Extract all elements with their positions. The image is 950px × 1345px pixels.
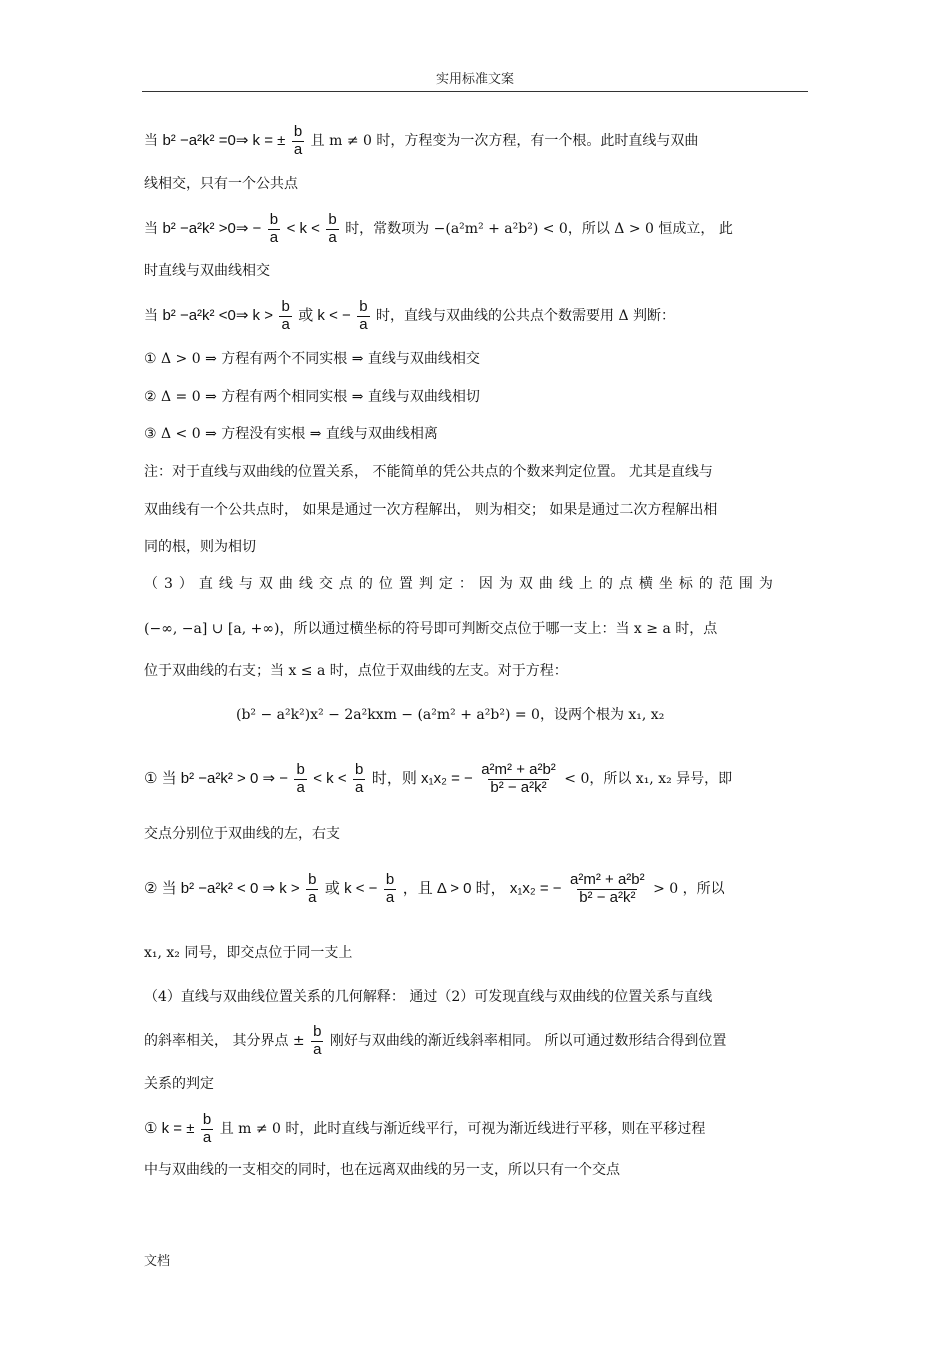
denominator: a bbox=[328, 228, 337, 246]
numerator: b bbox=[355, 761, 364, 778]
numerator: b bbox=[281, 298, 290, 315]
fraction bbox=[268, 212, 280, 246]
text-line bbox=[144, 762, 732, 796]
text-line: 时直线与双曲线相交 bbox=[144, 263, 270, 279]
denominator: a bbox=[281, 315, 290, 333]
text: < 0，所以 x₁, x₂ 异号，即 bbox=[564, 771, 733, 787]
text-line: 关系的判定 bbox=[144, 1076, 214, 1092]
numerator: a²m² + a²b² bbox=[570, 871, 645, 888]
formula: 或 k < − bbox=[298, 307, 351, 324]
numerator: b bbox=[385, 871, 395, 888]
text-line: ① Δ > 0 ⇒ 方程有两个不同实根 ⇒ 直线与双曲线相交 bbox=[144, 351, 480, 367]
denominator: b² − a²k² bbox=[579, 888, 636, 906]
numerator: b bbox=[296, 761, 305, 778]
header-rule bbox=[142, 91, 808, 92]
denominator: a bbox=[296, 778, 305, 796]
formula: 时，则 x₁x₂ = − bbox=[371, 770, 473, 787]
text-line: (−∞, −a] ∪ [a, +∞)，所以通过横坐标的符号即可判断交点位于哪一支上：当 x ≥ a 时，点 bbox=[144, 621, 718, 637]
page-footer: 文档 bbox=[144, 1254, 171, 1269]
page-header: 实用标准文案 bbox=[435, 72, 514, 87]
denominator: a bbox=[385, 888, 395, 906]
fraction bbox=[479, 762, 558, 796]
denominator: a bbox=[355, 778, 364, 796]
text-line: 中与双曲线的一支相交的同时，也在远离双曲线的另一支，所以只有一个交点 bbox=[144, 1162, 620, 1178]
formula: 或 k < − bbox=[324, 880, 378, 897]
denominator: a bbox=[293, 140, 303, 158]
fraction bbox=[279, 299, 291, 333]
denominator: a bbox=[359, 315, 368, 333]
numerator: b bbox=[359, 298, 368, 315]
fraction bbox=[357, 299, 369, 333]
numerator: b bbox=[328, 211, 337, 228]
numerator: b bbox=[269, 211, 279, 228]
numerator: b bbox=[293, 123, 303, 140]
denominator: a bbox=[269, 228, 279, 246]
text: 时，直线与双曲线的公共点个数需要用 Δ 判断： bbox=[376, 308, 676, 324]
text-line bbox=[144, 872, 725, 906]
fraction bbox=[568, 872, 647, 906]
text-line: 交点分别位于双曲线的左，右支 bbox=[144, 826, 340, 842]
fraction bbox=[201, 1112, 213, 1146]
text-line: 线相交，只有一个公共点 bbox=[144, 176, 298, 192]
text: > 0 ，所以 bbox=[653, 881, 725, 897]
formula: ，且 Δ > 0 时， x₁x₂ = − bbox=[402, 880, 562, 897]
text: 时，常数项为 −(a²m² + a²b²) < 0，所以 Δ > 0 恒成立， 此 bbox=[345, 221, 733, 237]
text-line: 同的根，则为相切 bbox=[144, 539, 256, 555]
text-line: 位于双曲线的右支；当 x ≤ a 时，点位于双曲线的左支。对于方程： bbox=[144, 663, 568, 679]
formula: < k < bbox=[313, 770, 347, 787]
numerator: a²m² + a²b² bbox=[481, 761, 556, 778]
text: 当 bbox=[144, 308, 158, 324]
fraction bbox=[294, 762, 306, 796]
text: 的斜率相关， 其分界点 ± bbox=[144, 1033, 305, 1049]
fraction bbox=[292, 124, 304, 158]
denominator: b² − a²k² bbox=[490, 778, 547, 796]
text-line bbox=[144, 1112, 705, 1146]
text: 当 bbox=[144, 221, 158, 237]
fraction bbox=[353, 762, 365, 796]
formula: ① 当 b² −a²k² > 0 ⇒ − bbox=[144, 770, 288, 787]
text: 刚好与双曲线的渐近线斜率相同。 所以可通过数形结合得到位置 bbox=[329, 1033, 727, 1049]
formula: b² −a²k² <0⇒ k > bbox=[162, 307, 273, 324]
numerator: b bbox=[313, 1023, 322, 1040]
text-line: （3）直线与双曲线交点的位置判定：因为双曲线上的点横坐标的范围为 bbox=[144, 576, 779, 592]
numerator: b bbox=[202, 1111, 212, 1128]
text-line: ③ Δ < 0 ⇒ 方程没有实根 ⇒ 直线与双曲线相离 bbox=[144, 426, 438, 442]
denominator: a bbox=[313, 1040, 322, 1058]
numerator: b bbox=[308, 871, 317, 888]
formula: b² −a²k² =0⇒ k = ± bbox=[162, 132, 286, 149]
fraction bbox=[384, 872, 396, 906]
text-line: 注：对于直线与双曲线的位置关系， 不能简单的凭公共点的个数来判定位置。 尤其是直线与 bbox=[144, 464, 713, 480]
denominator: a bbox=[202, 1128, 212, 1146]
formula: ② 当 b² −a²k² < 0 ⇒ k > bbox=[144, 880, 300, 897]
formula: < k < bbox=[286, 220, 320, 237]
text-line bbox=[144, 1024, 726, 1058]
formula: ① k = ± bbox=[144, 1120, 195, 1137]
fraction bbox=[306, 872, 318, 906]
fraction bbox=[326, 212, 338, 246]
fraction bbox=[311, 1024, 323, 1058]
formula: b² −a²k² >0⇒ − bbox=[162, 220, 262, 237]
text: 且 m ≠ 0 时，此时直线与渐近线平行，可视为渐近线进行平移，则在平移过程 bbox=[219, 1121, 706, 1137]
text-line bbox=[144, 212, 733, 246]
text-line: (b² − a²k²)x² − 2a²kxm − (a²m² + a²b²) = 0，设两个根为 x₁, x₂ bbox=[236, 707, 665, 723]
text-line bbox=[144, 124, 698, 158]
denominator: a bbox=[308, 888, 317, 906]
text: 且 m ≠ 0 时，方程变为一次方程，有一个根。此时直线与双曲 bbox=[310, 133, 699, 149]
text-line bbox=[144, 299, 675, 333]
text-line: 双曲线有一个公共点时， 如果是通过一次方程解出， 则为相交； 如果是通过二次方程解出相 bbox=[144, 502, 718, 518]
text-line: （4）直线与双曲线位置关系的几何解释： 通过（2）可发现直线与双曲线的位置关系与直线 bbox=[144, 989, 713, 1005]
text: 当 bbox=[144, 133, 158, 149]
text-line: ② Δ = 0 ⇒ 方程有两个相同实根 ⇒ 直线与双曲线相切 bbox=[144, 389, 480, 405]
text-line: x₁, x₂ 同号，即交点位于同一支上 bbox=[144, 945, 353, 961]
